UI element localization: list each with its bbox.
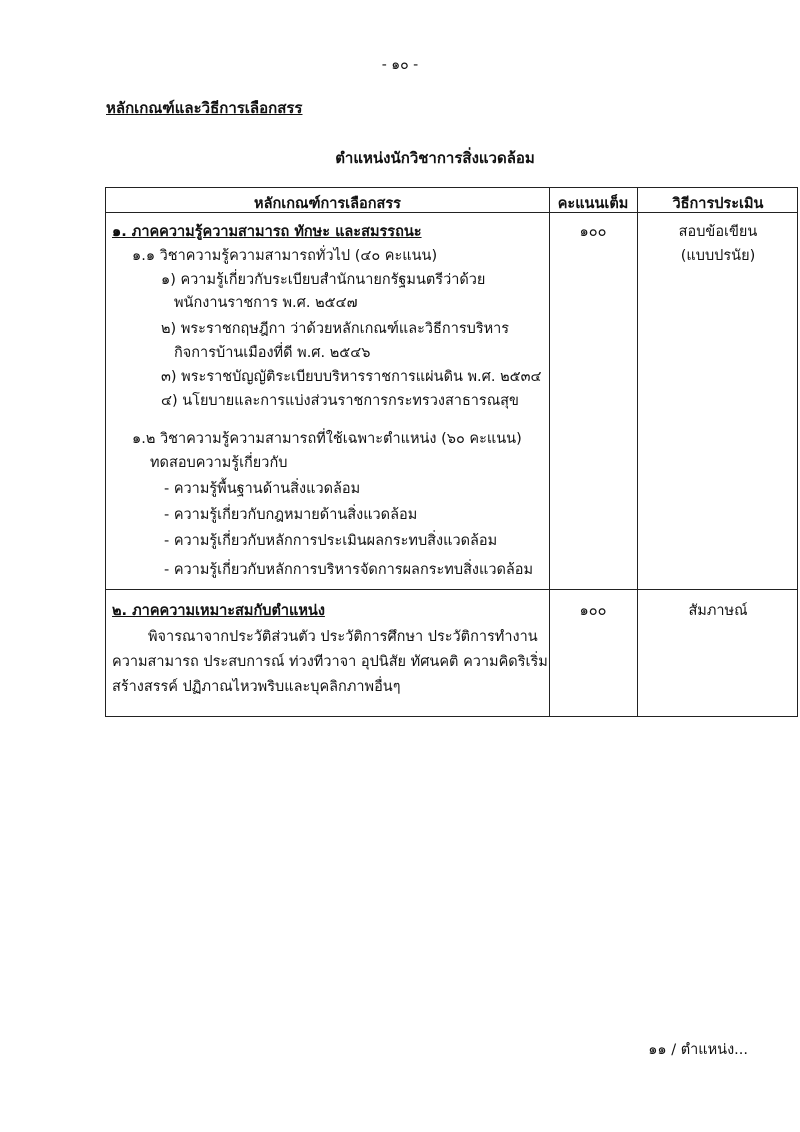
- subsection-item: ๔) นโยบายและการแบ่งส่วนราชการกระทรวงสาธารณสุข: [161, 393, 519, 409]
- subsection-item: กิจการบ้านเมืองที่ดี พ.ศ. ๒๕๔๖: [174, 345, 371, 361]
- page-footer: ๑๑ / ตำแหน่ง...: [648, 1042, 748, 1058]
- document-heading: หลักเกณฑ์และวิธีการเลือกสรร: [106, 99, 303, 117]
- section2-description-line: พิจารณาจากประวัติส่วนตัว ประวัติการศึกษา ประวัติการทำงาน: [148, 629, 538, 645]
- subsection-1-2-title: ๑.๒ วิชาความรู้ความสามารถที่ใช้เฉพาะตำแหน่ง (๖๐ คะแนน): [132, 431, 522, 447]
- subsection-item: พนักงานราชการ พ.ศ. ๒๕๔๗: [174, 295, 358, 311]
- section1-method-type: (แบบปรนัย): [680, 248, 756, 264]
- header-method: วิธีการประเมิน: [672, 196, 764, 212]
- subsection-item: ๓) พระราชบัญญัติระเบียบบริหารราชการแผ่นดิน พ.ศ. ๒๕๓๔: [161, 369, 542, 385]
- column-divider: [549, 188, 550, 716]
- column-divider: [637, 188, 638, 716]
- section2-score: ๑๐๐: [579, 603, 607, 619]
- knowledge-item: - ความรู้พื้นฐานด้านสิ่งแวดล้อม: [164, 481, 361, 497]
- row-divider: [106, 589, 797, 590]
- knowledge-item: - ความรู้เกี่ยวกับหลักการบริหารจัดการผลกระทบสิ่งแวดล้อม: [164, 562, 534, 578]
- section2-description-line: สร้างสรรค์ ปฏิภาณไหวพริบและบุคลิกภาพอื่นๆ: [112, 679, 401, 695]
- position-title: ตำแหน่งนักวิชาการสิ่งแวดล้อม: [335, 149, 535, 167]
- subsection-item: ๑) ความรู้เกี่ยวกับระเบียบสำนักนายกรัฐมนตรีว่าด้วย: [161, 272, 486, 288]
- header-full-score: คะแนนเต็ม: [557, 196, 629, 212]
- section1-method: สอบข้อเขียน: [678, 224, 758, 240]
- knowledge-item: - ความรู้เกี่ยวกับกฎหมายด้านสิ่งแวดล้อม: [164, 507, 418, 523]
- section2-method: สัมภาษณ์: [688, 603, 748, 619]
- section1-title: ๑. ภาคความรู้ความสามารถ ทักษะ และสมรรถนะ: [112, 224, 422, 240]
- section2-title: ๒. ภาคความเหมาะสมกับตำแหน่ง: [112, 603, 325, 619]
- section2-description-line: ความสามารถ ประสบการณ์ ท่วงทีวาจา อุปนิสัย ทัศนคติ ความคิดริเริ่ม: [112, 654, 548, 670]
- subsection-intro: ทดสอบความรู้เกี่ยวกับ: [150, 455, 288, 471]
- header-criteria: หลักเกณฑ์การเลือกสรร: [254, 196, 401, 212]
- knowledge-item: - ความรู้เกี่ยวกับหลักการประเมินผลกระทบสิ่งแวดล้อม: [164, 533, 498, 549]
- subsection-1-1-title: ๑.๑ วิชาความรู้ความสามารถทั่วไป (๔๐ คะแนน): [132, 248, 438, 264]
- page-number: - ๑๐ -: [381, 57, 419, 73]
- subsection-item: ๒) พระราชกฤษฎีกา ว่าด้วยหลักเกณฑ์และวิธีการบริหาร: [161, 321, 510, 337]
- section1-score: ๑๐๐: [579, 224, 607, 240]
- criteria-table: [105, 187, 798, 717]
